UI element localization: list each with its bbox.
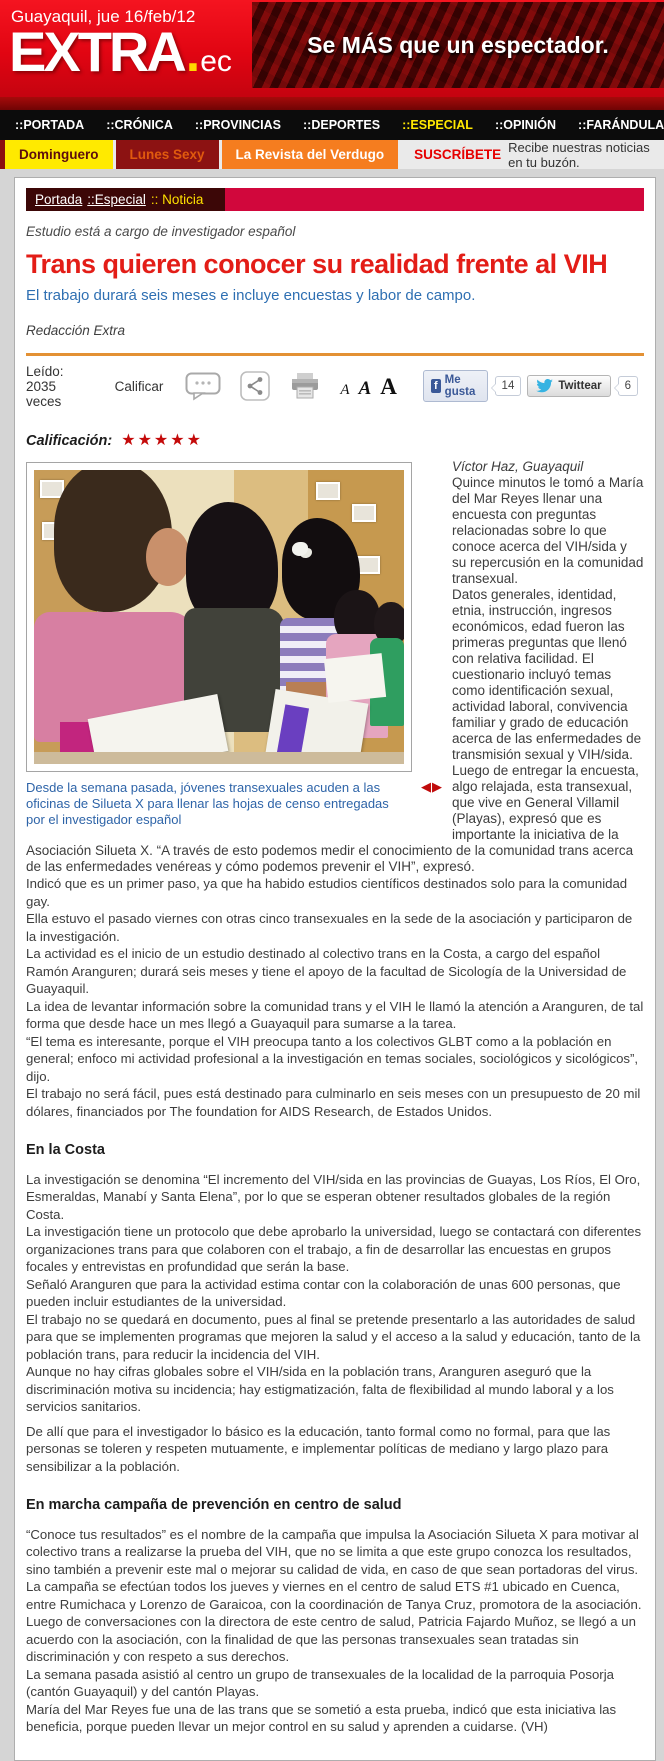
breadcrumb-current: :: Noticia	[150, 192, 204, 207]
paragraph: Luego de conversaciones con la directora de este centro de salud, Patricia Fajardo Muñoz, se llegó a un acuerdo con la asociación, con la finalidad de que las personas transexuales sean tratadas sin discriminación y con respeto a sus derechos.	[26, 1614, 636, 1664]
paragraph: De allí que para el investigador lo básico es la educación, tanto formal como no formal, para que las personas se toleren y respeten mutuamente, e implementar políticas de mediano y largo plazo para sensibilizar a la población.	[26, 1423, 611, 1474]
nav-item-provincias[interactable]: ::PROVINCIAS	[194, 118, 281, 132]
article-body	[26, 459, 644, 1736]
paragraph: Luego de entregar la encuesta, algo relajada, esta transexual, que vive en General Villamil (Playas), expresó que es importante la iniciativa de la Asociación Silueta X. “A través de esto podemos medir el conocimiento de la comunidad trans acerca de las enfermedades venéreas y cómo podemos prevenir el VIH”, expresó.	[26, 763, 639, 874]
nav-item-cronica[interactable]: ::CRÓNICA	[106, 118, 173, 132]
content-card	[14, 177, 656, 1761]
font-increase-button[interactable]: A	[380, 373, 397, 399]
article-toolbar	[26, 363, 644, 409]
subscribe-button[interactable]: SUSCRÍBETE	[414, 147, 502, 162]
photo-floor-shape	[34, 752, 404, 764]
subscribe-text: Recibe nuestras noticias en tu buzón.	[508, 139, 650, 170]
rating-stars: ★★★★★	[121, 432, 203, 449]
paragraph: La investigación tiene un protocolo que debe aprobarlo la universidad, luego se contactará con diferentes organizaciones trans para que colaboren con el trabajo, a fin de desarrollar las encuestas en grupos focales y entrevistas en profundidad que serán la base.	[26, 1224, 642, 1274]
nav-item-farandula[interactable]: ::FARÁNDULA	[578, 118, 664, 132]
tweet-label: Twittear	[558, 380, 602, 392]
facebook-like-button[interactable]	[423, 370, 488, 402]
font-decrease-button[interactable]: A	[340, 381, 350, 398]
article-subtitle: El trabajo durará seis meses e incluye encuestas y labor de campo.	[26, 287, 476, 304]
paragraph: Señaló Aranguren que para la actividad estima contar con la colaboración de unas 600 personas, que pueden incluir estudiantes de la universidad.	[26, 1276, 621, 1309]
main-navigation	[0, 110, 664, 140]
paragraph: María del Mar Reyes fue una de las trans que se sometió a esta prueba, indicó que esta iniciativa las beneficia, porque pueden llevar un mejor control en su salud y aprenden a cuidarse. (VH)	[26, 1701, 617, 1734]
photo-prev-icon[interactable]: ◀	[421, 779, 432, 794]
wall-photo-shape	[352, 504, 376, 522]
article-figure	[26, 462, 443, 828]
author-byline: Víctor Haz, Guayaquil	[452, 459, 584, 474]
twitter-bird-icon	[536, 379, 553, 393]
rate-link[interactable]: Calificar	[114, 378, 164, 394]
tweet-count: 6	[618, 376, 638, 396]
logo-dot: .	[185, 25, 201, 83]
logo-text: EXTRA	[9, 20, 184, 83]
read-count: Leído: 2035 veces	[26, 363, 64, 409]
paragraph: La investigación se denomina “El incremento del VIH/sida en las provincias de Guayas, Los Ríos, El Oro, Esmeraldas, Manabí y Santa Elena”, por lo que se esperan obtener resultados globales de la región Costa.	[26, 1171, 641, 1222]
font-size-controls	[340, 375, 396, 398]
section-heading: En marcha campaña de prevención en centro de salud	[26, 1497, 402, 1513]
masthead	[0, 0, 664, 97]
article-title: Trans quieren conocer su realidad frente al VIH	[26, 249, 608, 279]
photo-caption: Desde la semana pasada, jóvenes transexuales acuden a las oficinas de Silueta X para llenar las hojas de censo entregadas por el investigador español	[26, 780, 389, 827]
photo-next-icon[interactable]: ▶	[432, 779, 443, 794]
photo-person-shape	[146, 528, 190, 586]
rating-row	[26, 433, 644, 449]
article-source: Redacción Extra	[26, 323, 126, 338]
section-heading: En la Costa	[26, 1142, 105, 1158]
dateline: Guayaquil, jue 16/feb/12	[11, 7, 196, 26]
paragraph: Ella estuvo el pasado viernes con otras cinco transexuales en la sede de la asociación y participaron de la investigación.	[26, 911, 633, 944]
photo-frame	[26, 462, 412, 772]
wall-photo-shape	[316, 482, 340, 500]
facebook-like-count: 14	[495, 376, 522, 396]
article-main-text	[26, 875, 644, 1736]
paragraph: El trabajo no será fácil, pues está destinado para culminarlo en seis meses con un presupuesto de 20 mil dólares, financiados por The foundation for AIDS Research, de Estados Unidos.	[26, 1086, 641, 1119]
photo-paper-shape	[324, 653, 386, 703]
breadcrumb-especial[interactable]: ::Especial	[87, 192, 146, 207]
breadcrumb-portada[interactable]: Portada	[35, 192, 83, 207]
paragraph: La campaña se efectúan todos los jueves y viernes en el centro de salud ETS #1 ubicado en Cuenca, entre Rumichaca y Lorenzo de Garaicoa, con la coordinación de Tanya Cruz, promotora de la asociación.	[26, 1579, 642, 1612]
tab-lunes-sexy[interactable]: Lunes Sexy	[116, 140, 219, 169]
breadcrumb	[26, 188, 644, 211]
breadcrumb-bar	[225, 188, 644, 211]
facebook-icon: f	[431, 379, 441, 393]
paragraph: “Conoce tus resultados” es el nombre de la campaña que impulsa la Asociación Silueta X para motivar al colectivo trans a realizarse la prueba del VIH, que no se limita a que este grupo conozca los resultados, sino también a prevenir este mal o mejorar su calidad de vida, en caso de que sean portadoras del virus.	[26, 1526, 639, 1577]
subscribe-area	[401, 140, 664, 169]
nav-item-especial[interactable]: ::ESPECIAL	[402, 118, 473, 132]
facebook-like-label: Me gusta	[444, 374, 476, 398]
nav-item-opinion[interactable]: ::OPINIÓN	[494, 118, 557, 132]
font-reset-button[interactable]: A	[358, 377, 372, 399]
divider-rule	[26, 353, 644, 356]
tab-revista-verdugo[interactable]: La Revista del Verdugo	[222, 140, 399, 169]
header-divider	[0, 97, 664, 110]
paragraph: “El tema es interesante, porque el VIH preocupa tanto a los colectivos GLBT como a la población en general; enfoco mi actividad profesional a la investigación en temas sociales, sociológicos y sicológicos”, dijo.	[26, 1033, 639, 1084]
tab-dominguero[interactable]: Dominguero	[5, 140, 113, 169]
photo-gallery-nav	[421, 779, 443, 795]
share-icon[interactable]	[240, 371, 270, 401]
social-buttons	[423, 370, 644, 402]
rating-label: Calificación:	[26, 433, 113, 449]
paragraph: Datos generales, identidad, etnia, instrucción, ingresos económicos, edad fueron las primeras preguntas que llenó con relativa facilidad. El cuestionario incluyó temas como identificación sexual, actividad laboral, convivencia familiar y grado de educación acerca de las enfermedades de transmisión sexual y VIH/sida.	[452, 587, 642, 762]
paragraph: Indicó que es un primer paso, ya que ha habido estudios científicos destinados solo para la comunidad gay.	[26, 876, 628, 909]
page-background	[0, 169, 664, 1761]
paragraph: Aunque no hay cifras globales sobre el VIH/sida en la población trans, Aranguren aseguró que la discriminación motiva su incidencia; hay estigmatización, falta de flexibilidad al mundo laboral y a los servicios sanitarios.	[26, 1364, 614, 1414]
paragraph: La actividad es el inicio de un estudio destinado al colectivo trans en la Costa, a cargo del español Ramón Aranguren; durará seis meses y tiene el apoyo de la facultad de Sicología de la Universidad de Guayaquil.	[26, 946, 627, 996]
breadcrumb-links	[26, 188, 225, 211]
sub-navigation	[0, 140, 664, 169]
nav-item-deportes[interactable]: ::DEPORTES	[303, 118, 381, 132]
article-photo	[34, 470, 404, 764]
comments-icon[interactable]	[185, 372, 221, 401]
paragraph: Quince minutos le tomó a María del Mar Reyes llenar una encuesta con preguntas relacionadas sobre lo que conoce acerca del VIH/sida y su repercusión en la comunidad transexual.	[452, 475, 644, 586]
logo-suffix: ec	[200, 45, 232, 78]
tweet-button[interactable]	[527, 375, 610, 397]
paragraph: La idea de levantar información sobre la comunidad trans y el VIH le llamó la atención a Aranguren, de tal forma que desde hace un mes llegó a Guayaquil para sumarse a la tarea.	[26, 998, 644, 1031]
site-logo[interactable]	[9, 20, 232, 83]
paragraph: El trabajo no se quedará en documento, pues al final se pretende presentarlo a las autoridades de salud para que se implementen programas que mejoren la salud y el acceso a la salud y educación, tanto de la población trans, para reducir la incidencia del VIH.	[26, 1311, 641, 1362]
slogan-text: Se MÁS que un espectador.	[307, 31, 609, 58]
slogan-banner	[252, 2, 664, 88]
article-kicker: Estudio está a cargo de investigador español	[26, 224, 296, 239]
paragraph: La semana pasada asistió al centro un grupo de transexuales de la localidad de la parroquia Posorja (cantón Guayaquil) y del cantón Playas.	[26, 1666, 614, 1699]
print-icon[interactable]	[289, 372, 321, 400]
nav-item-portada[interactable]: ::PORTADA	[15, 118, 85, 132]
